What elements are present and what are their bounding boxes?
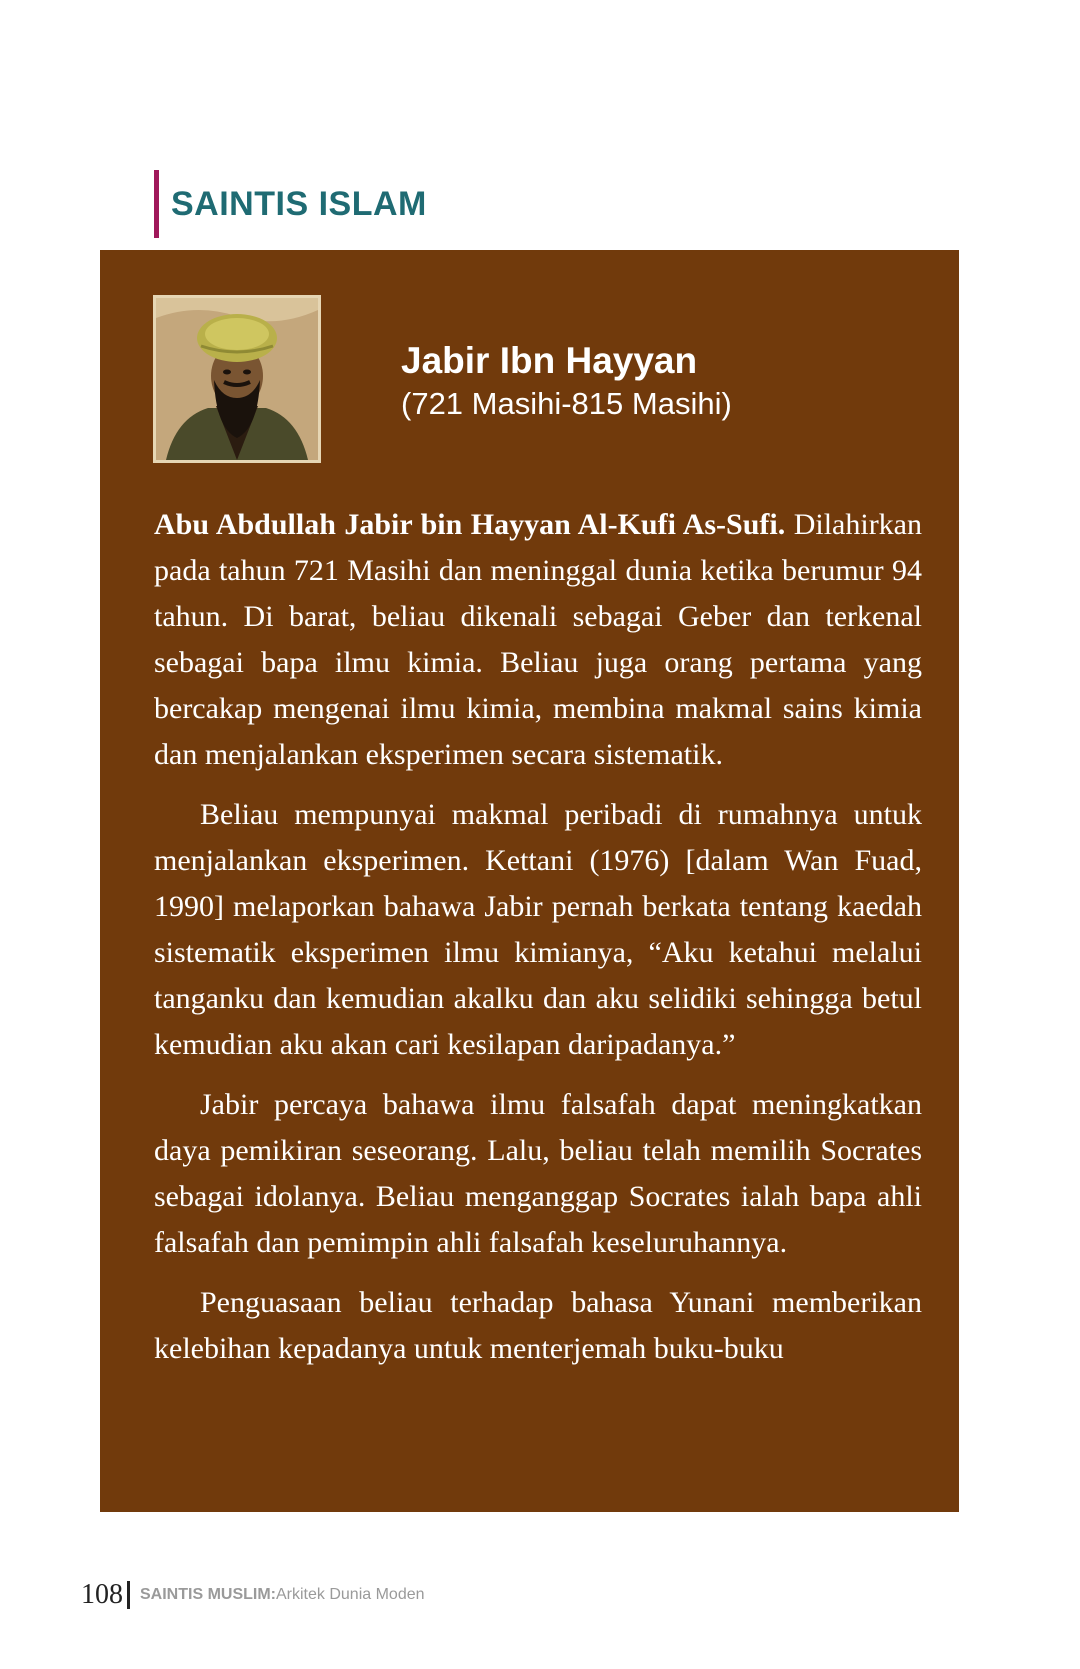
- biography-text: [154, 502, 922, 1386]
- paragraph-language: Penguasaan beliau terhadap bahasa Yunani memberikan kelebihan kepadanya untuk menterjemah buku-buku: [154, 1286, 922, 1365]
- biography-panel: [100, 250, 959, 1512]
- paragraph-lead-name: Abu Abdullah Jabir bin Hayyan Al-Kufi As-Sufi.: [154, 508, 786, 541]
- paragraph-intro-text: Dilahirkan pada tahun 721 Masihi dan meninggal dunia ketika berumur 94 tahun. Di barat, beliau dikenali sebagai Geber dan terkenal sebagai bapa ilmu kimia. Beliau juga orang pertama yang bercakap mengenai ilmu kimia, membina makmal sains kimia dan menjalankan eksperimen secara sistematik.: [154, 508, 922, 771]
- section-title: SAINTIS ISLAM: [171, 184, 427, 223]
- paragraph-philosophy: Jabir percaya bahawa ilmu falsafah dapat meningkatkan daya pemikiran seseorang. Lalu, beliau telah memilih Socrates sebagai idolanya. Beliau menganggap Socrates ialah bapa ahli falsafah dan pemimpin ahli falsafah keseluruhannya.: [154, 1088, 922, 1259]
- book-title: SAINTIS MUSLIM:: [140, 1586, 276, 1603]
- footer-divider: [127, 1581, 130, 1609]
- person-name: Jabir Ibn Hayyan: [401, 340, 698, 381]
- portrait-illustration: [156, 298, 318, 460]
- page-footer: [81, 1574, 425, 1616]
- paragraph-laboratory: Beliau mempunyai makmal peribadi di rumahnya untuk menjalankan eksperimen. Kettani (1976) [dalam Wan Fuad, 1990] melaporkan bahawa Jabir pernah berkata tentang kaedah sistematik eksperimen ilmu kimianya, “Aku ketahui melalui tanganku dan kemudian akalku dan aku selidiki sehingga betul kemudian aku akan cari kesilapan daripadanya.”: [154, 798, 922, 1061]
- paragraph-intro: [154, 502, 922, 778]
- page-number: 108: [81, 1579, 123, 1610]
- section-header: [154, 170, 427, 238]
- book-subtitle: Arkitek Dunia Moden: [276, 1586, 425, 1603]
- person-dates: (721 Masihi-815 Masihi): [401, 386, 732, 421]
- portrait-image: [153, 295, 321, 463]
